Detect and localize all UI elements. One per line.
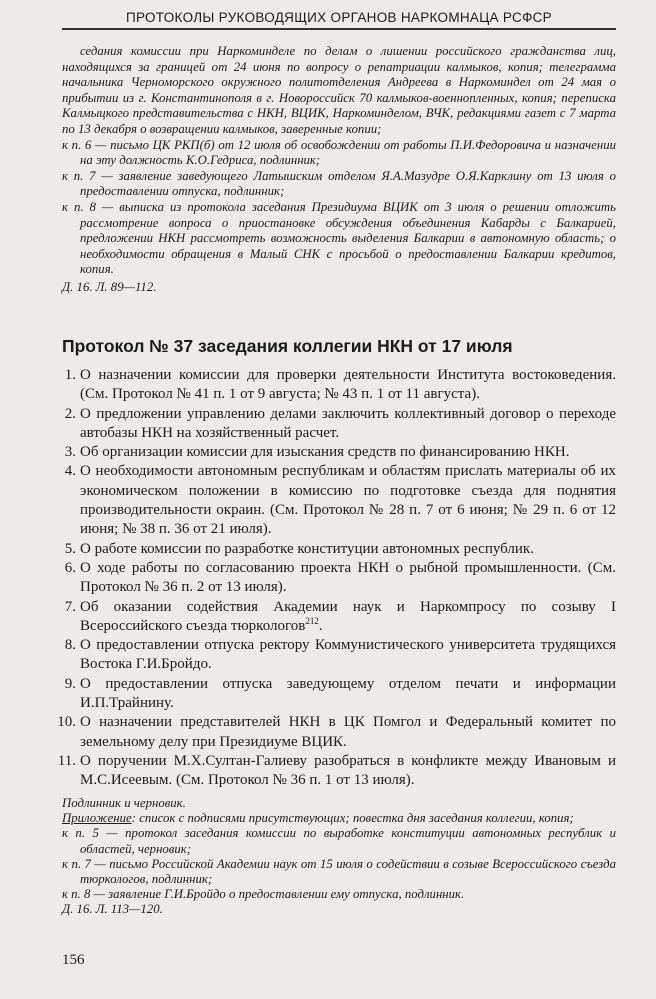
protocol-appendix [62, 796, 616, 918]
agenda-item-text: О назначении представителей НКН в ЦК Помгол и Федеральный комитет по земельному делу при Президиуме ВЦИК. [80, 714, 616, 750]
agenda-item-3 [62, 443, 616, 462]
agenda-item-text-end: . [318, 617, 323, 634]
agenda-item-5 [62, 540, 616, 559]
appendix-item-5: к п. 5 — протокол заседания комиссии по выработке конституции автономных республик и областей, черновик; [62, 826, 616, 856]
protocol-title: Протокол № 37 заседания коллегии НКН от 17 июля [62, 336, 513, 356]
agenda-item-6 [62, 559, 616, 598]
agenda-item-text: О назначении комиссии для проверки деятельности Института востоковедения. (См. Протокол № 41 п. 1 от 9 августа; № 43 п. 1 от 11 августа). [80, 367, 616, 403]
agenda-item-number: 1. [64, 367, 76, 383]
agenda-item-10 [57, 713, 616, 752]
agenda-item-number: 11. [57, 752, 76, 769]
agenda-item-number: 6. [64, 559, 76, 576]
agenda-item-text: Об оказании содействия Академии наук и Наркомпросу по созыву I Всероссийского съезда тюркологов [80, 598, 616, 634]
original-note: Подлинник и черновик. [62, 796, 186, 810]
agenda-item-text: О работе комиссии по разработке конституции автономных республик. [80, 540, 534, 557]
agenda-item-7 [62, 598, 616, 637]
agenda-item-1 [62, 366, 616, 405]
appendix-item-8: к п. 8 — заявление Г.И.Бройдо о предоставлении ему отпуска, подлинник. [62, 887, 465, 902]
agenda-item-number: 10. [57, 714, 76, 731]
appendix-continuation: седания комиссии при Наркоминделе по делам о лишении российского гражданства лиц, находящихся за границей от 24 июня по вопросу о репатриации калмыков, копия; телеграмма начальника Черноморского окружного политотделения Андреева в Наркоминдел от 24 мая о прибытии из г. Константинополя в г. Новороссийск 70 калмыков-военнопленных, копия; переписка Калмыцкого представительства с НКН, ВЦИК, Наркоминделом, ВЧК, редакциями газет с 7 марта по 13 декабря о возвращении калмыков, заверенные копии; [62, 44, 616, 136]
footnote-marker: 212 [305, 615, 319, 626]
agenda-item-text: О ходе работы по согласованию проекта НКН о рыбной промышленности. (См. Протокол № 36 п. 2 от 13 июля). [80, 559, 616, 596]
previous-protocol-appendix [62, 44, 616, 296]
appendix-item-8: к п. 8 — выписка из протокола заседания Президиума ВЦИК от 3 июля о решении отложить рассмотрение вопроса о приостановке обсуждения объединения Кабарды с Балкарией, предложении НКН рассмотреть возможность выделения Балкарии в автономную область; о необходимости обращения в Малый СНК с просьбой о предоставлении Балкарии кредитов, копия. [62, 199, 616, 277]
agenda-item-number: 4. [64, 463, 76, 480]
appendix-item-6: к п. 6 — письмо ЦК РКП(б) от 12 июля об освобождении от работы П.И.Федоровича и назначении на эту должность К.О.Гедриса, подлинник; [62, 137, 616, 168]
agenda-list [57, 366, 616, 791]
agenda-item-4 [62, 462, 616, 539]
archive-reference: Д. 16. Л. 89—112. [62, 279, 157, 294]
running-header [62, 10, 616, 30]
agenda-item-number: 2. [64, 405, 76, 422]
agenda-item-text: О предоставлении отпуска заведующему отделом печати и информации И.П.Трайнину. [80, 675, 616, 712]
agenda-item-text: Об организации комиссии для изыскания средств по финансированию НКН. [80, 444, 570, 461]
agenda-item-11 [57, 752, 616, 791]
agenda-item-number: 9. [64, 675, 76, 692]
agenda-item-text: О предоставлении отпуска ректору Коммунистического университета трудящихся Востока Г.И.Бройдо. [80, 637, 616, 673]
appendix-item-7: к п. 7 — заявление заведующего Латышским отделом Я.А.Мазудре О.Я.Карклину от 13 июля о предоставлении отпуска, подлинник; [62, 168, 616, 199]
agenda-item-number: 3. [64, 444, 76, 461]
appendix-label: Приложение [62, 811, 132, 826]
agenda-item-number: 8. [64, 637, 76, 654]
archive-reference: Д. 16. Л. 113—120. [62, 902, 163, 917]
agenda-item-text: О предложении управлению делами заключить коллективный договор о переходе автобазы НКН на хозяйственный расчет. [80, 405, 616, 441]
agenda-item-2 [62, 405, 616, 444]
agenda-item-text: О необходимости автономным республикам и областям прислать материалы об их экономическом положении в комиссию по подготовке съезда для поднятия производительности окраин. (См. Протокол № 28 п. 7 от 6 июня; № 29 п. 6 от 12 июня; № 38 п. 36 от 21 июля). [80, 463, 616, 538]
agenda-item-9 [62, 675, 616, 714]
agenda-item-text: О поручении М.Х.Султан-Галиеву разобраться в конфликте между Ивановым и М.С.Исеевым. (См. Протокол № 36 п. 1 от 13 июля). [80, 752, 616, 789]
appendix-paragraph [62, 811, 616, 826]
agenda-item-8 [62, 636, 616, 675]
page-number: 156 [62, 952, 85, 968]
running-header-title: ПРОТОКОЛЫ РУКОВОДЯЩИХ ОРГАНОВ НАРКОМНАЦА РСФСР [126, 10, 552, 25]
appendix-item-7: к п. 7 — письмо Российской Академии наук от 15 июля о содействии в созыве Всероссийского съезда тюркологов, подлинник; [62, 856, 616, 887]
agenda-item-number: 7. [64, 598, 76, 615]
agenda-item-number: 5. [64, 540, 76, 557]
appendix-text: : список с подписями присутствующих; повестка дня заседания коллегии, копия; [131, 811, 574, 826]
